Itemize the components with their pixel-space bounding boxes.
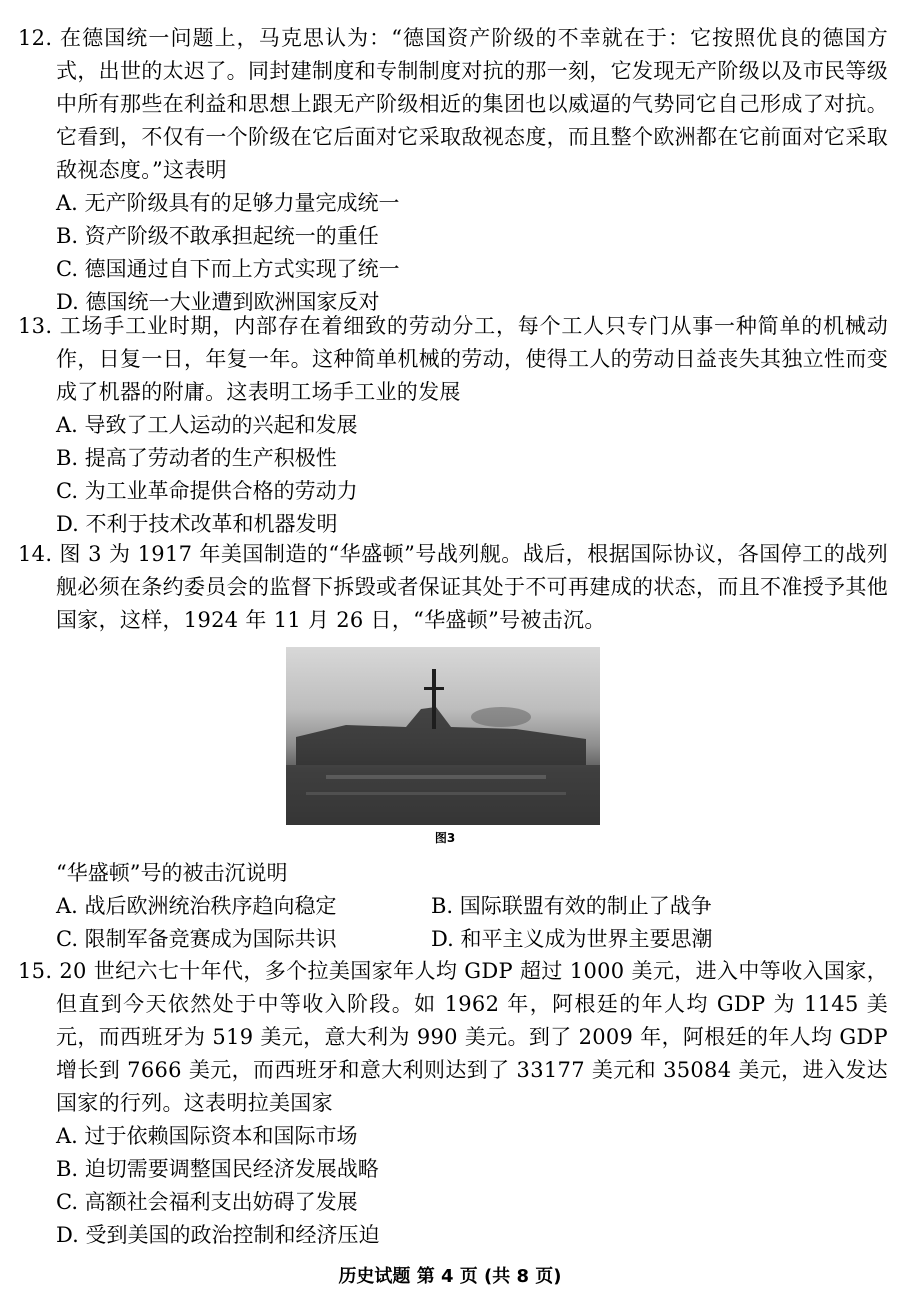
question-15: [18, 955, 888, 1252]
question-15-option-d: D. 受到美国的政治控制和经济压迫: [56, 1223, 380, 1247]
question-14-options-row-2: [18, 923, 888, 956]
question-14-option-b: B. 国际联盟有效的制止了战争: [431, 894, 712, 918]
battleship-silhouette: [286, 647, 600, 825]
question-13: [18, 310, 888, 541]
question-15-option-b: B. 迫切需要调整国民经济发展战略: [56, 1157, 379, 1181]
question-12-option-c: C. 德国通过自下而上方式实现了统一: [56, 257, 400, 281]
question-14-options-row-1: [18, 890, 888, 923]
question-15-option-c: C. 高额社会福利支出妨碍了发展: [56, 1190, 358, 1214]
question-14-prompt-block: [18, 857, 888, 956]
question-12-stem: 12. 在德国统一问题上，马克思认为：“德国资产阶级的不幸就在于：它按照优良的德国方式，出世的太迟了。同封建制度和专制制度对抗的那一刻，它发现无产阶级以及市民等级中所有那些在利益和思想上跟无产阶级相近的集团也以威逼的气势同它自己形成了对抗。它看到，不仅有一个阶级在它后面对它采取敌视态度，而且整个欧洲都在它前面对它采取敌视态度。”这表明: [18, 26, 888, 182]
question-13-option-b: B. 提高了劳动者的生产积极性: [56, 446, 337, 470]
question-13-stem: 13. 工场手工业时期，内部存在着细致的劳动分工，每个工人只专门从事一种简单的机械动作，日复一日，年复一年。这种简单机械的劳动，使得工人的劳动日益丧失其独立性而变成了机器的附庸。这表明工场手工业的发展: [18, 314, 888, 404]
question-12-option-a: A. 无产阶级具有的足够力量完成统一: [56, 191, 400, 215]
question-15-stem: 15. 20 世纪六七十年代，多个拉美国家年人均 GDP 超过 1000 美元，进入中等收入国家，但直到今天依然处于中等收入阶段。如 1962 年，阿根廷的年人均 GDP 为 1145 美元，而西班牙为 519 美元，意大利为 990 美元。到了 2009 年，阿根廷的年人均 GDP 增长到 7666 美元，而西班牙和意大利则达到了 33177 美元和 35084 美元，进入发达国家的行列。这表明拉美国家: [18, 959, 888, 1115]
question-15-option-a: A. 过于依赖国际资本和国际市场: [56, 1124, 358, 1148]
page-footer: 历史试题 第 4 页 (共 8 页): [338, 1266, 562, 1287]
question-14-stem: 14. 图 3 为 1917 年美国制造的“华盛顿”号战列舰。战后，根据国际协议，各国停工的战列舰必须在条约委员会的监督下拆毁或者保证其处于不可再建成的状态，而且不准授予其他国家，这样，1924 年 11 月 26 日，“华盛顿”号被击沉。: [18, 542, 888, 632]
question-14-option-d: D. 和平主义成为世界主要思潮: [431, 927, 713, 951]
question-13-option-c: C. 为工业革命提供合格的劳动力: [56, 479, 358, 503]
question-14-option-c: C. 限制军备竞赛成为国际共识: [56, 927, 337, 951]
question-12: [18, 22, 888, 319]
question-12-option-d: D. 德国统一大业遭到欧洲国家反对: [56, 290, 380, 314]
question-13-option-a: A. 导致了工人运动的兴起和发展: [56, 413, 358, 437]
question-14-option-a: A. 战后欧洲统治秩序趋向稳定: [56, 894, 337, 918]
question-14: [18, 538, 888, 637]
question-13-option-d: D. 不利于技术改革和机器发明: [56, 512, 338, 536]
question-14-prompt: “华盛顿”号的被击沉说明: [56, 861, 288, 885]
battleship-photo: [286, 647, 600, 825]
question-12-option-b: B. 资产阶级不敢承担起统一的重任: [56, 224, 379, 248]
figure-caption: 图3: [434, 831, 456, 845]
